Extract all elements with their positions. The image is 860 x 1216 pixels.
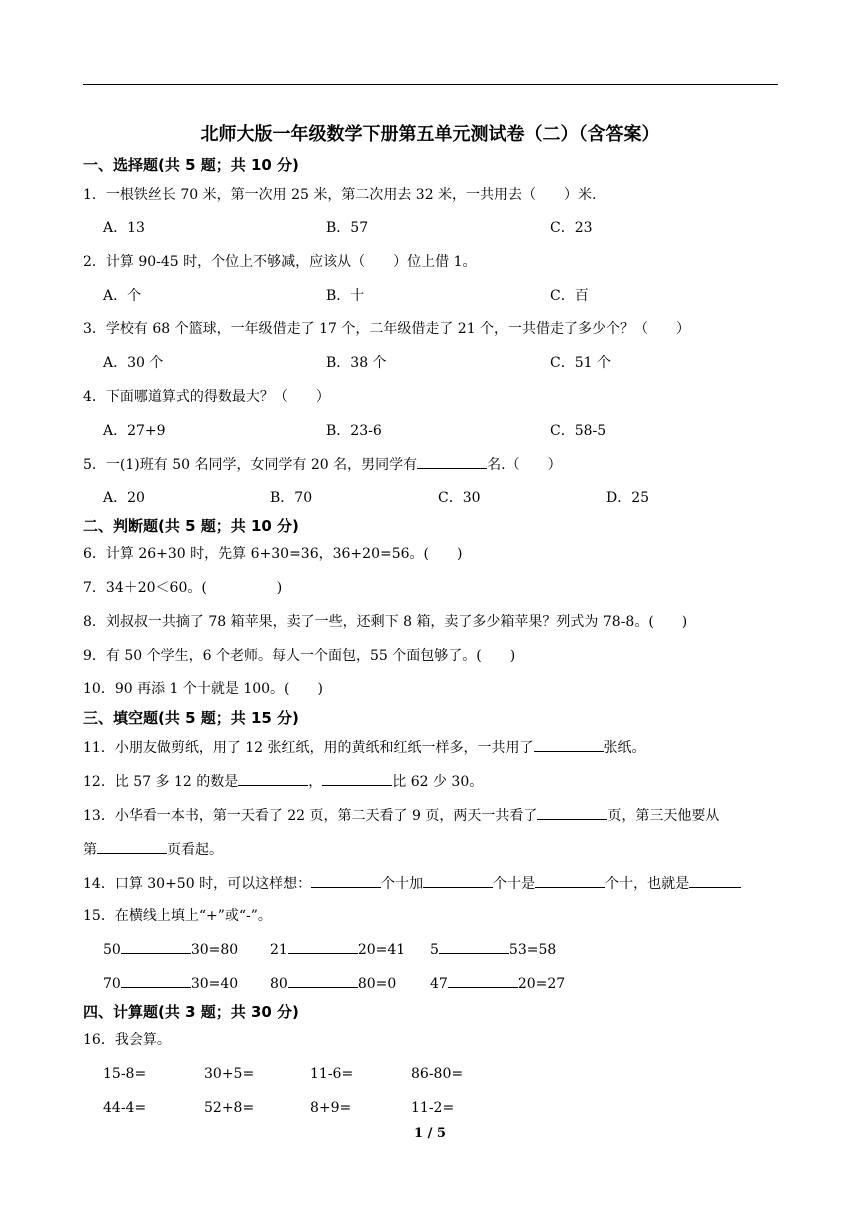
q15-item: 5 53=58 xyxy=(430,939,556,960)
q13-line2-start: 第 xyxy=(83,842,97,858)
q5-text-start: 5．一(1)班有 50 名同学，女同学有 20 名，男同学有 xyxy=(83,457,418,473)
q2-option-a[interactable]: A．个 xyxy=(103,288,142,304)
q4-option-b[interactable]: B．23-6 xyxy=(326,423,382,439)
q5-option-b[interactable]: B．70 xyxy=(270,490,313,506)
q16-item: 52+8= xyxy=(204,1100,255,1116)
q15-item: 21 20=41 xyxy=(270,939,405,960)
q13-text-start: 13．小华看一本书，第一天看了 22 页，第二天看了 9 页，两天一共看了 xyxy=(83,808,538,824)
question-15: 15．在横线上填上“+”或“-”。 xyxy=(83,908,272,924)
q5-option-d[interactable]: D．25 xyxy=(606,490,650,506)
q3-option-a[interactable]: A．30 个 xyxy=(103,355,164,371)
question-3: 3．学校有 68 个篮球，一年级借走了 17 个，二年级借走了 21 个，一共借走了多少个？（ ） xyxy=(83,321,691,337)
question-14 xyxy=(83,873,741,894)
page-title: 北师大版一年级数学下册第五单元测试卷（二）（含答案） xyxy=(200,124,660,145)
question-2: 2．计算 90-45 时，个位上不够减，应该从（ ）位上借 1。 xyxy=(83,254,477,270)
q2-option-c[interactable]: C．百 xyxy=(550,288,589,304)
question-6: 6．计算 26+30 时，先算 6+30=36，36+20=56。( ) xyxy=(83,546,463,562)
question-4: 4．下面哪道算式的得数最大？（ ） xyxy=(83,389,330,405)
q14-blank-2[interactable] xyxy=(423,873,493,888)
question-8: 8．刘叔叔一共摘了 78 箱苹果，卖了一些，还剩下 8 箱，卖了多少箱苹果？列式为 78-8。( ) xyxy=(83,614,688,630)
q16-item: 11-6= xyxy=(310,1066,354,1082)
q4-option-a[interactable]: A．27+9 xyxy=(103,423,166,439)
section-choice: 一、选择题(共 5 题；共 10 分) xyxy=(83,156,299,174)
question-7: 7．34＋20＜60。( ) xyxy=(83,580,283,596)
question-5 xyxy=(83,454,562,475)
q13-line2-end: 页看起。 xyxy=(167,842,223,858)
q11-blank[interactable] xyxy=(534,737,604,752)
q12-separator: ， xyxy=(308,774,323,790)
section-judge: 二、判断题(共 5 题；共 10 分) xyxy=(83,517,299,535)
q11-text-start: 11．小朋友做剪纸，用了 12 张红纸，用的黄纸和红纸一样多，一共用了 xyxy=(83,740,534,756)
question-1: 1．一根铁丝长 70 米，第一次用 25 米，第二次用去 32 米，一共用去（ ）米. xyxy=(83,187,597,203)
q16-item: 30+5= xyxy=(204,1066,255,1082)
q2-option-b[interactable]: B．十 xyxy=(326,288,365,304)
question-13-line2 xyxy=(83,839,223,860)
q16-item: 44-4= xyxy=(103,1100,147,1116)
q3-option-c[interactable]: C．51 个 xyxy=(550,355,611,371)
q12-text-start: 12．比 57 多 12 的数是 xyxy=(83,774,239,790)
question-9: 9．有 50 个学生，6 个老师。每人一个面包，55 个面包够了。( ) xyxy=(83,648,516,664)
q12-blank-1[interactable] xyxy=(238,771,308,786)
question-12 xyxy=(83,771,483,792)
q14-blank-1[interactable] xyxy=(311,873,381,888)
question-10: 10．90 再添 1 个十就是 100。( ) xyxy=(83,681,323,697)
q15-item: 70 30=40 xyxy=(103,973,238,994)
q5-option-a[interactable]: A．20 xyxy=(103,490,145,506)
q15-item: 50 30=80 xyxy=(103,939,238,960)
q3-option-b[interactable]: B．38 个 xyxy=(326,355,387,371)
q13-blank-1[interactable] xyxy=(537,805,607,820)
q15-blank[interactable] xyxy=(121,939,191,954)
q14-text-4: 个十，也就是 xyxy=(605,876,690,892)
q11-text-end: 张纸。 xyxy=(603,740,646,756)
q14-text-start: 14．口算 30+50 时，可以这样想： xyxy=(83,876,312,892)
q1-option-c[interactable]: C．23 xyxy=(550,220,593,236)
q1-option-a[interactable]: A．13 xyxy=(103,220,145,236)
q14-text-2: 个十加 xyxy=(381,876,424,892)
q12-blank-2[interactable] xyxy=(322,771,392,786)
q16-item: 11-2= xyxy=(411,1100,455,1116)
section-fill: 三、填空题(共 5 题；共 15 分) xyxy=(83,709,299,727)
q15-blank[interactable] xyxy=(439,939,509,954)
q15-item: 47 20=27 xyxy=(430,973,565,994)
question-11 xyxy=(83,737,646,758)
q15-blank[interactable] xyxy=(121,973,191,988)
page-number: 1 / 5 xyxy=(414,1126,446,1141)
q14-blank-4[interactable] xyxy=(689,873,741,888)
q15-blank[interactable] xyxy=(288,939,358,954)
q14-text-3: 个十是 xyxy=(493,876,536,892)
q4-option-c[interactable]: C．58-5 xyxy=(550,423,607,439)
q14-blank-3[interactable] xyxy=(535,873,605,888)
q5-blank[interactable] xyxy=(417,454,487,469)
header-rule xyxy=(83,84,778,85)
q1-option-b[interactable]: B．57 xyxy=(326,220,369,236)
q12-text-end: 比 62 少 30。 xyxy=(392,774,484,790)
q5-text-end: 名.（ ） xyxy=(487,457,562,473)
q16-item: 86-80= xyxy=(411,1066,464,1082)
question-13 xyxy=(83,805,719,826)
q13-blank-2[interactable] xyxy=(97,839,167,854)
q15-item: 80 80=0 xyxy=(270,973,396,994)
q15-blank[interactable] xyxy=(288,973,358,988)
q16-item: 8+9= xyxy=(310,1100,352,1116)
section-calc: 四、计算题(共 3 题；共 30 分) xyxy=(83,1003,299,1021)
question-16: 16．我会算。 xyxy=(83,1032,171,1048)
q15-blank[interactable] xyxy=(448,973,518,988)
q5-option-c[interactable]: C．30 xyxy=(438,490,481,506)
q16-item: 15-8= xyxy=(103,1066,147,1082)
q13-text-mid: 页，第三天他要从 xyxy=(607,808,720,824)
